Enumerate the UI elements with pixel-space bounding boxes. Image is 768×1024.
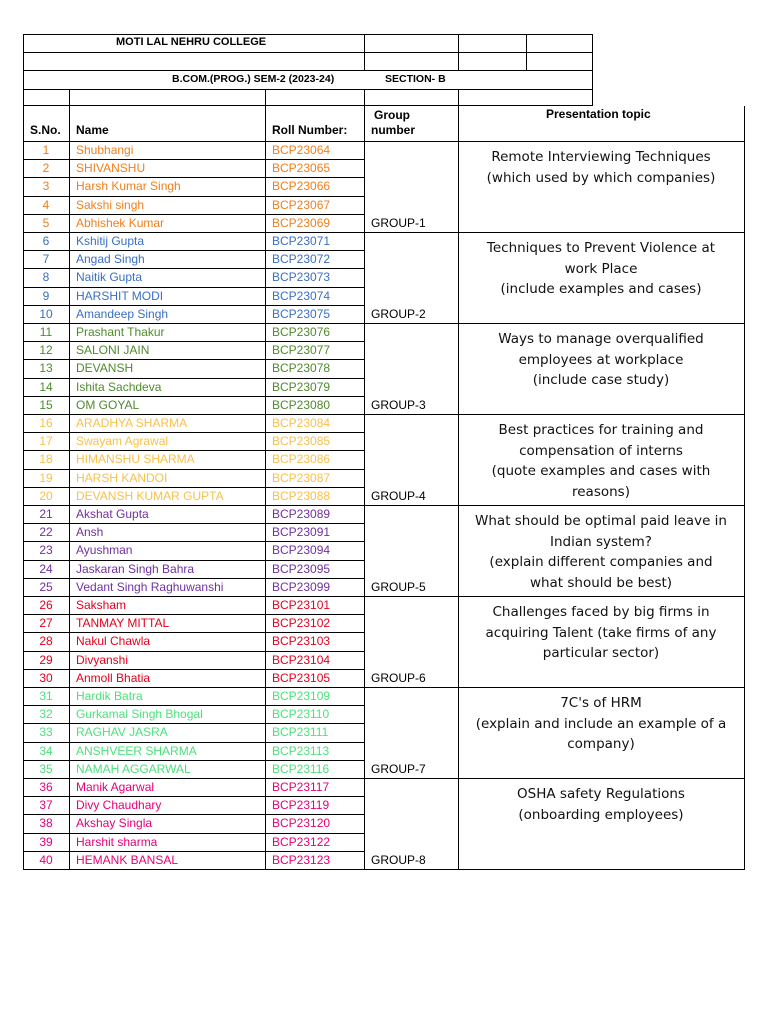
row-name: Divy Chaudhary <box>76 798 162 813</box>
row-sno: 9 <box>42 288 50 303</box>
row-roll-number: BCP23069 <box>272 215 331 230</box>
grid-line <box>23 869 364 870</box>
row-name: Angad Singh <box>76 252 145 267</box>
row-name: Vedant Singh Raghuwanshi <box>76 579 224 594</box>
row-sno: 11 <box>39 325 53 339</box>
row-roll-number: BCP23119 <box>272 798 330 813</box>
row-name: Ishita Sachdeva <box>76 379 162 394</box>
row-roll-number: BCP23074 <box>272 288 331 303</box>
grid-line <box>744 106 745 869</box>
row-sno: 32 <box>39 707 53 722</box>
row-sno: 12 <box>39 343 53 358</box>
header-cell <box>459 35 527 52</box>
row-roll-number: BCP23084 <box>272 416 331 430</box>
topic-line: (onboarding employees) <box>518 806 684 823</box>
row-sno: 5 <box>42 215 50 230</box>
row-sno: 10 <box>39 306 53 321</box>
row-name: Manik Agarwal <box>76 780 155 794</box>
row-name: Kshitij Gupta <box>76 234 145 248</box>
grid-line <box>364 596 745 597</box>
row-sno: 30 <box>39 670 53 685</box>
row-sno: 40 <box>39 852 53 867</box>
row-sno: 13 <box>39 361 53 376</box>
group-label: GROUP-7 <box>371 762 426 776</box>
topic-line: Challenges faced by big firms in <box>492 604 710 620</box>
section-title: SECTION- B <box>385 73 446 85</box>
row-name: ANSHVEER SHARMA <box>76 743 197 758</box>
row-sno: 2 <box>42 161 50 176</box>
topic-line: (explain different companies and <box>489 554 713 570</box>
col-header-group-line2: number <box>371 123 416 137</box>
presentation-topic <box>458 329 744 391</box>
row-sno: 14 <box>39 379 53 394</box>
row-sno: 35 <box>39 761 53 776</box>
presentation-topic <box>458 147 744 188</box>
row-name: Nakul Chawla <box>76 634 151 649</box>
row-name: Hardik Batra <box>76 689 143 703</box>
group-label: GROUP-2 <box>371 307 426 321</box>
course-title: B.COM.(PROG.) SEM-2 (2023-24) <box>172 73 335 85</box>
row-name: Ayushman <box>76 543 133 558</box>
row-roll-number: BCP23109 <box>272 689 331 703</box>
row-roll-number: BCP23065 <box>272 161 331 176</box>
row-roll-number: BCP23091 <box>272 525 331 540</box>
row-name: NAMAH AGGARWAL <box>76 761 191 776</box>
row-sno: 34 <box>39 743 53 758</box>
row-roll-number: BCP23064 <box>272 143 331 157</box>
row-roll-number: BCP23110 <box>272 707 330 722</box>
header-cell <box>24 90 70 105</box>
row-roll-number: BCP23117 <box>272 780 330 794</box>
col-header-topic: Presentation topic <box>546 107 651 121</box>
row-sno: 3 <box>42 179 50 194</box>
row-sno: 29 <box>39 652 53 667</box>
topic-line: what should be best) <box>529 574 673 591</box>
row-sno: 27 <box>39 616 53 631</box>
group-label: GROUP-1 <box>371 216 426 230</box>
grid-line <box>364 687 745 688</box>
row-name: Anmoll Bhatia <box>76 670 151 685</box>
col-header-group-line1: Group <box>374 108 410 122</box>
row-name: SHIVANSHU <box>76 161 146 176</box>
row-sno: 19 <box>39 470 53 485</box>
row-sno: 17 <box>39 434 53 449</box>
row-roll-number: BCP23076 <box>272 325 331 339</box>
presentation-topic <box>458 784 744 825</box>
row-name: HEMANK BANSAL <box>76 852 179 867</box>
row-name: Naitik Gupta <box>76 270 143 285</box>
row-roll-number: BCP23105 <box>272 670 331 685</box>
row-name: Amandeep Singh <box>76 306 169 321</box>
row-sno: 26 <box>39 598 53 612</box>
row-roll-number: BCP23095 <box>272 561 331 576</box>
row-roll-number: BCP23080 <box>272 397 331 412</box>
row-name: ARADHYA SHARMA <box>76 416 188 430</box>
row-roll-number: BCP23085 <box>272 434 331 449</box>
topic-line: Ways to manage overqualified <box>498 331 704 347</box>
row-roll-number: BCP23089 <box>272 507 331 521</box>
row-sno: 24 <box>39 561 53 576</box>
row-sno: 7 <box>42 252 50 267</box>
row-roll-number: BCP23113 <box>272 743 330 758</box>
topic-line: What should be optimal paid leave in <box>475 513 727 529</box>
row-name: Sakshi singh <box>76 197 145 212</box>
row-sno: 38 <box>39 816 53 831</box>
grid-line <box>364 414 745 415</box>
row-roll-number: BCP23094 <box>272 543 331 558</box>
header-cell <box>365 35 459 52</box>
grid-line <box>364 778 745 779</box>
header-cell <box>365 90 459 105</box>
row-roll-number: BCP23066 <box>272 179 331 194</box>
row-roll-number: BCP23099 <box>272 579 331 594</box>
topic-line: Best practices for training and <box>498 422 704 438</box>
row-sno: 33 <box>39 725 53 740</box>
row-roll-number: BCP23079 <box>272 379 331 394</box>
topic-line: compensation of interns <box>519 442 683 459</box>
row-name: Jaskaran Singh Bahra <box>76 561 195 576</box>
topic-line: (include examples and cases) <box>500 281 702 297</box>
header-cell <box>24 53 365 70</box>
college-title: MOTI LAL NEHRU COLLEGE <box>116 36 267 48</box>
row-roll-number: BCP23067 <box>272 197 331 212</box>
col-header-sno: S.No. <box>30 123 61 137</box>
row-roll-number: BCP23078 <box>272 361 331 376</box>
row-roll-number: BCP23071 <box>272 234 331 248</box>
header-cell <box>70 90 266 105</box>
row-roll-number: BCP23075 <box>272 306 331 321</box>
grid-line <box>364 505 745 506</box>
row-roll-number: BCP23104 <box>272 652 331 667</box>
row-name: HARSHIT MODI <box>76 288 164 303</box>
presentation-topic <box>458 511 744 593</box>
row-sno: 36 <box>39 780 53 794</box>
row-sno: 20 <box>39 488 53 503</box>
row-roll-number: BCP23087 <box>272 470 331 485</box>
row-sno: 4 <box>42 197 50 212</box>
topic-line: 7C's of HRM <box>560 695 642 711</box>
topic-line: OSHA safety Regulations <box>517 786 685 802</box>
row-name: Akshay Singla <box>76 816 153 831</box>
header-cell <box>266 90 365 105</box>
row-name: HARSH KANDOI <box>76 470 168 485</box>
row-name: Harshit sharma <box>76 834 158 849</box>
row-sno: 8 <box>42 270 50 285</box>
row-sno: 37 <box>39 798 53 813</box>
row-name: Harsh Kumar Singh <box>76 179 181 194</box>
row-name: Divyanshi <box>76 652 129 667</box>
row-name: DEVANSH <box>76 361 134 376</box>
presentation-topic <box>458 602 744 664</box>
topic-line: acquiring Talent (take firms of any <box>485 624 717 641</box>
row-roll-number: BCP23072 <box>272 252 331 267</box>
row-roll-number: BCP23086 <box>272 452 331 467</box>
grid-line <box>364 232 745 233</box>
row-roll-number: BCP23123 <box>272 852 331 867</box>
row-name: Shubhangi <box>76 143 134 157</box>
topic-line: (quote examples and cases with <box>491 463 711 479</box>
row-name: Akshat Gupta <box>76 507 149 521</box>
topic-line: employees at workplace <box>518 351 684 368</box>
grid-line <box>364 869 745 870</box>
topic-line: particular sector) <box>542 645 660 661</box>
group-label: GROUP-3 <box>371 398 426 412</box>
group-label: GROUP-6 <box>371 671 426 685</box>
row-roll-number: BCP23116 <box>272 761 330 776</box>
row-roll-number: BCP23122 <box>272 834 331 849</box>
topic-line: work Place <box>564 260 638 277</box>
row-roll-number: BCP23077 <box>272 343 331 358</box>
grid-line <box>364 106 365 869</box>
presentation-topic <box>458 420 744 502</box>
row-sno: 18 <box>39 452 53 467</box>
row-name: RAGHAV JASRA <box>76 725 168 740</box>
row-name: OM GOYAL <box>76 397 140 412</box>
header-row-4 <box>23 89 593 106</box>
header-row-2 <box>23 52 593 70</box>
row-roll-number: BCP23111 <box>272 725 329 740</box>
topic-line: (explain and include an example of a <box>475 715 727 732</box>
row-roll-number: BCP23120 <box>272 816 331 831</box>
topic-line: company) <box>567 736 635 752</box>
row-name: HIMANSHU SHARMA <box>76 452 195 467</box>
group-label: GROUP-4 <box>371 489 426 503</box>
row-sno: 22 <box>39 525 53 540</box>
row-roll-number: BCP23103 <box>272 634 331 649</box>
row-sno: 15 <box>39 397 53 412</box>
topic-line: (include case study) <box>532 372 670 388</box>
group-label: GROUP-8 <box>371 853 426 867</box>
presentation-topic <box>458 693 744 755</box>
row-name: DEVANSH KUMAR GUPTA <box>76 488 224 503</box>
row-name: SALONI JAIN <box>76 343 150 358</box>
topic-line: Techniques to Prevent Violence at <box>486 240 716 256</box>
topic-line: reasons) <box>572 483 630 500</box>
row-sno: 1 <box>42 143 50 157</box>
topic-line: (which used by which companies) <box>486 169 716 186</box>
row-sno: 21 <box>39 507 53 521</box>
header-cell <box>365 53 459 70</box>
row-name: Swayam Agrawal <box>76 434 169 449</box>
row-sno: 6 <box>42 234 50 248</box>
col-header-name: Name <box>76 123 109 137</box>
row-sno: 39 <box>39 834 53 849</box>
row-roll-number: BCP23073 <box>272 270 331 285</box>
row-sno: 23 <box>39 543 53 558</box>
row-name: TANMAY MITTAL <box>76 616 170 631</box>
row-name: Prashant Thakur <box>76 325 165 339</box>
row-roll-number: BCP23102 <box>272 616 331 631</box>
row-name: Gurkamal Singh Bhogal <box>76 707 203 722</box>
row-sno: 28 <box>39 634 53 649</box>
row-name: Abhishek Kumar <box>76 215 165 230</box>
row-roll-number: BCP23101 <box>272 598 331 612</box>
header-row-1 <box>23 34 593 52</box>
row-sno: 25 <box>39 579 53 594</box>
group-label: GROUP-5 <box>371 580 426 594</box>
presentation-topic <box>458 238 744 300</box>
topic-line: Remote Interviewing Techniques <box>491 149 711 165</box>
row-sno: 31 <box>39 689 53 703</box>
col-header-roll: Roll Number: <box>272 123 348 137</box>
row-name: Ansh <box>76 525 104 540</box>
topic-line: Indian system? <box>550 533 652 550</box>
header-cell <box>459 53 527 70</box>
grid-line <box>364 323 745 324</box>
row-roll-number: BCP23088 <box>272 488 331 503</box>
row-sno: 16 <box>39 416 53 430</box>
row-name: Saksham <box>76 598 127 612</box>
